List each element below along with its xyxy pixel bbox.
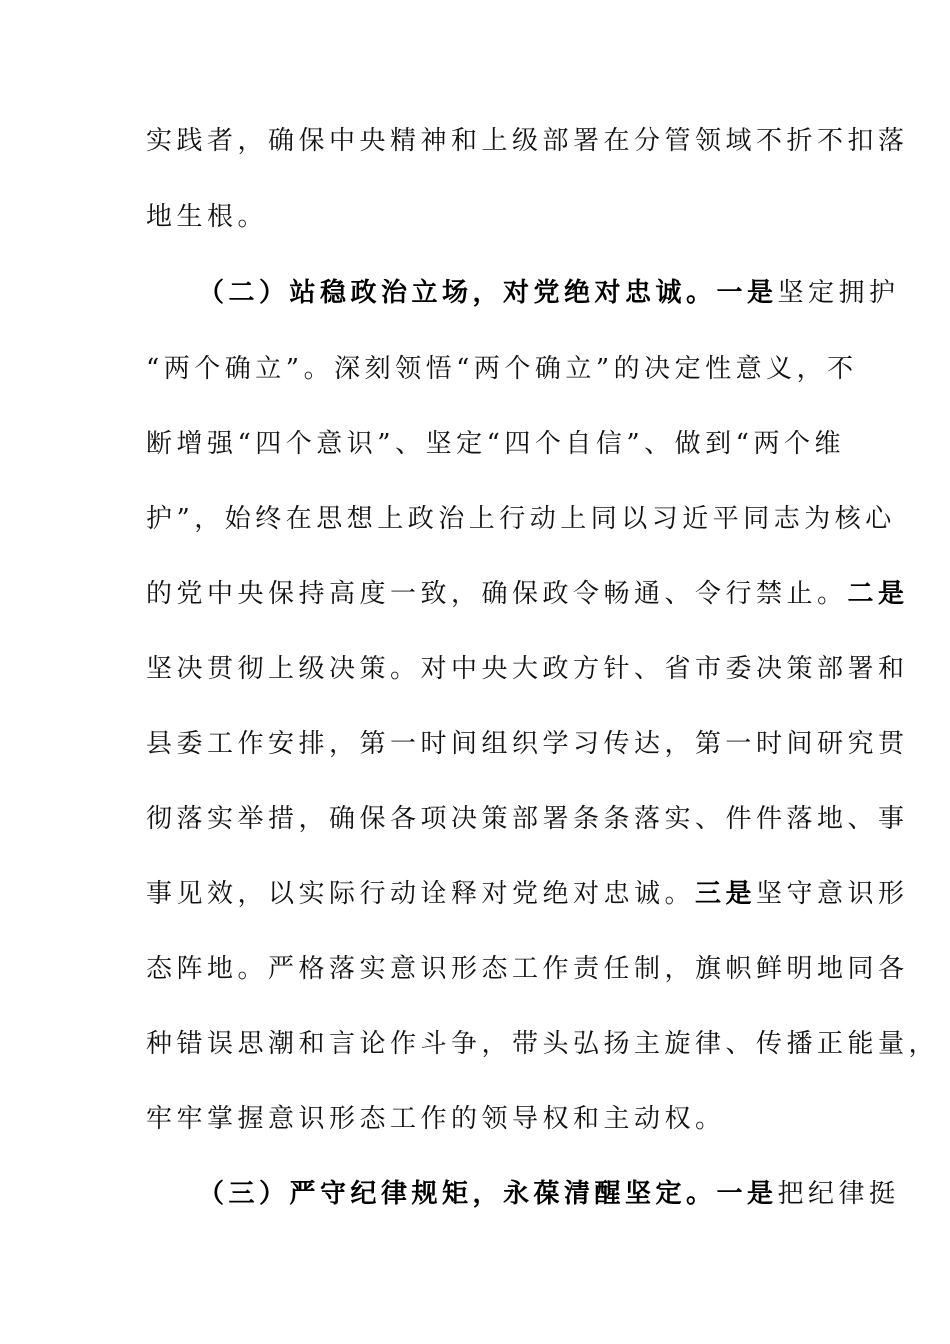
text-run: 的党中央保持高度一致，确保政令畅通、令行禁止。 (146, 579, 848, 609)
text-run: 牢牢掌握意识形态工作的领导权和主动权。 (146, 1104, 726, 1134)
text-line (146, 349, 858, 389)
text-run: 事见效，以实际行动诠释对党绝对忠诚。 (146, 879, 696, 909)
text-run: 实践者，确保中央精神和上级部署在分管领域不折不扣落 (146, 126, 909, 156)
text-run: 态阵地。严格落实意识形态工作责任制，旗帜鲜明地同各 (146, 954, 909, 984)
text-run: 彻落实举措，确保各项决策部署条条落实、件件落地、事 (146, 804, 909, 834)
text-run: 种错误思潮和言论作斗争，带头弘扬主旋律、传播正能量， (146, 1029, 940, 1059)
text-run: 坚决贯彻上级决策。对中央大政方针、省市委决策部署和 (146, 654, 909, 684)
point-marker: 一是 (716, 278, 778, 308)
text-line (146, 197, 268, 237)
text-line (146, 574, 909, 614)
text-line (146, 1024, 939, 1064)
text-line (146, 724, 909, 764)
text-run: 坚守意识形 (756, 879, 909, 909)
text-line (146, 499, 896, 539)
text-line (146, 121, 909, 161)
text-line (146, 649, 909, 689)
text-run: 地生根。 (146, 202, 269, 232)
text-run: 坚定拥护 (777, 278, 900, 308)
text-run: 断增强“四个意识”、坚定“四个自信”、做到“两个维 (146, 429, 845, 459)
section-heading: （二）站稳政治立场，对党绝对忠诚。 (198, 278, 717, 308)
text-line (146, 424, 845, 464)
text-line (146, 1099, 726, 1139)
text-run: 护”，始终在思想上政治上行动上同以习近平同志为核心 (146, 504, 896, 534)
point-marker: 一是 (716, 1179, 778, 1209)
text-line (146, 799, 909, 839)
point-marker: 二是 (847, 579, 909, 609)
section-heading-line (198, 1174, 900, 1214)
text-line (146, 874, 909, 914)
text-run: 把纪律挺 (777, 1179, 900, 1209)
section-heading: （三）严守纪律规矩，永葆清醒坚定。 (198, 1179, 717, 1209)
section-heading-line (198, 273, 900, 313)
point-marker: 三是 (695, 879, 757, 909)
text-run: “两个确立”。深刻领悟“两个确立”的决定性意义，不 (146, 354, 858, 384)
text-run: 县委工作安排，第一时间组织学习传达，第一时间研究贯 (146, 729, 909, 759)
text-line (146, 949, 909, 989)
